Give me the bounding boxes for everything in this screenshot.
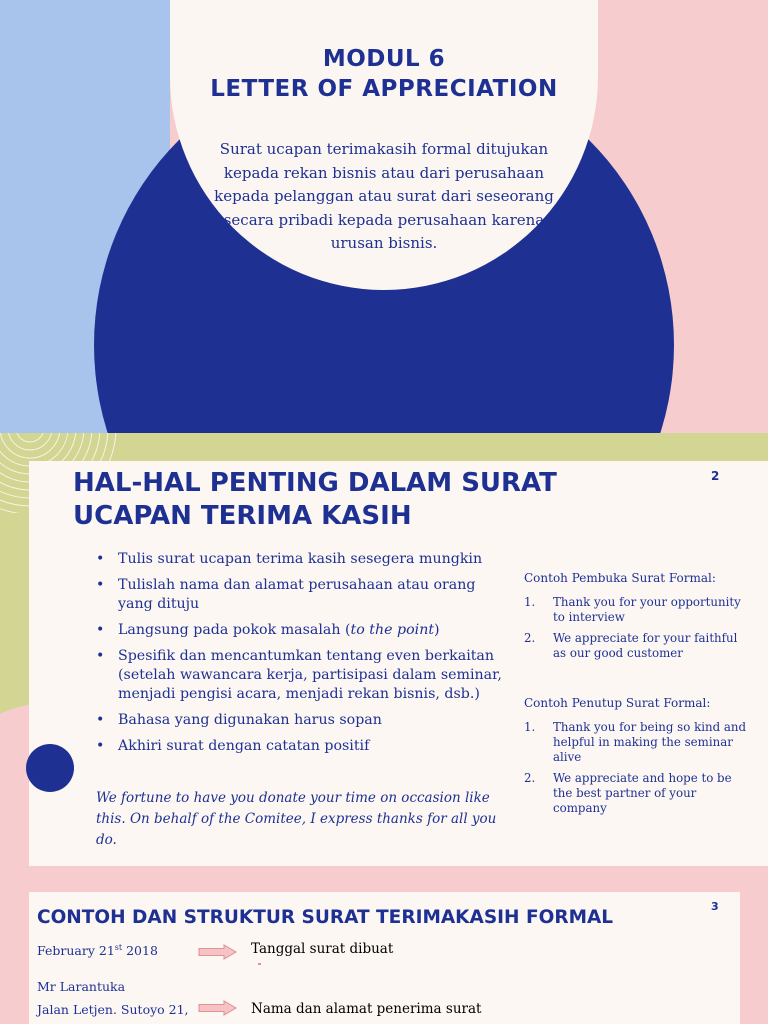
example-number: 1.: [524, 595, 536, 609]
opening-examples-heading: Contoh Pembuka Surat Formal:: [524, 571, 716, 585]
key-point: [94, 621, 514, 640]
arrow-right-icon: [198, 1000, 238, 1016]
navy-dot-decoration: [26, 744, 74, 792]
opening-examples-list: [524, 595, 750, 667]
date-annotation: Tanggal surat dibuat: [251, 941, 394, 957]
key-point: • Bahasa yang digunakan harus sopan: [94, 711, 514, 730]
closing-examples-heading: Contoh Penutup Surat Formal:: [524, 696, 711, 710]
key-point-suffix: ): [434, 622, 440, 638]
slide-2: [0, 433, 768, 866]
key-point: • Tulis surat ucapan terima kasih sesegera mungkin: [94, 550, 514, 569]
closing-examples-list: [524, 720, 750, 822]
section-heading-line1: HAL-HAL PENTING DALAM SURAT: [73, 468, 557, 498]
section-heading: [73, 467, 673, 533]
letter-date-suffix: st: [114, 943, 123, 952]
example-number: 2.: [524, 771, 536, 785]
recipient-address: Jalan Letjen. Sutoyo 21,: [37, 1002, 189, 1017]
example-text: Thank you for being so kind and helpful in making the seminar alive: [553, 720, 747, 764]
example-text: Thank you for your opportunity to interview: [553, 595, 741, 624]
slide-3: [0, 866, 768, 1024]
letter-date-main: February 21: [37, 943, 115, 959]
opening-example: [524, 631, 750, 661]
slide-1: [0, 0, 768, 433]
key-points-list: [94, 550, 514, 763]
arrow-right-icon: [198, 944, 238, 960]
module-title-line1: MODUL 6: [322, 46, 446, 72]
key-point: • Akhiri surat dengan catatan positif: [94, 737, 514, 756]
section-heading: CONTOH DAN STRUKTUR SURAT TERIMAKASIH FORMAL: [37, 907, 614, 928]
key-point-text: Langsung pada pokok masalah (: [118, 622, 351, 638]
module-title: [170, 44, 598, 104]
mark-decoration: [258, 963, 261, 965]
example-text: We appreciate for your faithful as our good customer: [553, 631, 738, 660]
module-title-line2: LETTER OF APPRECIATION: [210, 76, 558, 102]
example-text: We appreciate and hope to be the best partner of your company: [553, 771, 732, 815]
opening-example: [524, 595, 750, 625]
recipient-name: Mr Larantuka: [37, 979, 126, 994]
recipient-annotation: Nama dan alamat penerima surat: [251, 1001, 482, 1017]
example-number: 1.: [524, 720, 536, 734]
closing-example: [524, 720, 750, 765]
module-description: Surat ucapan terimakasih formal ditujukan kepada rekan bisnis atau dari perusahaan kepada pelanggan atau surat dari seseorang secara pribadi kepada perusahaan karena urusan bisnis.: [214, 140, 554, 252]
key-point: • Tulislah nama dan alamat perusahaan atau orang yang dituju: [94, 576, 514, 614]
section-heading-line2: UCAPAN TERIMA KASIH: [73, 501, 412, 531]
key-point-italic: to the point: [350, 622, 435, 638]
page-number: 3: [711, 900, 719, 913]
letter-date: [37, 940, 158, 959]
example-quote: We fortune to have you donate your time on occasion like this. On behalf of the Comitee, I express thanks for all you do.: [96, 790, 497, 848]
closing-example: [524, 771, 750, 816]
key-point: • Spesifik dan mencantumkan tentang even berkaitan (setelah wawancara kerja, partisipasi dalam seminar, menjadi pengisi acara, menjadi rekan bisnis, dsb.): [94, 647, 514, 704]
page-number: 2: [711, 469, 720, 483]
example-number: 2.: [524, 631, 536, 645]
letter-date-year: 2018: [122, 943, 158, 959]
